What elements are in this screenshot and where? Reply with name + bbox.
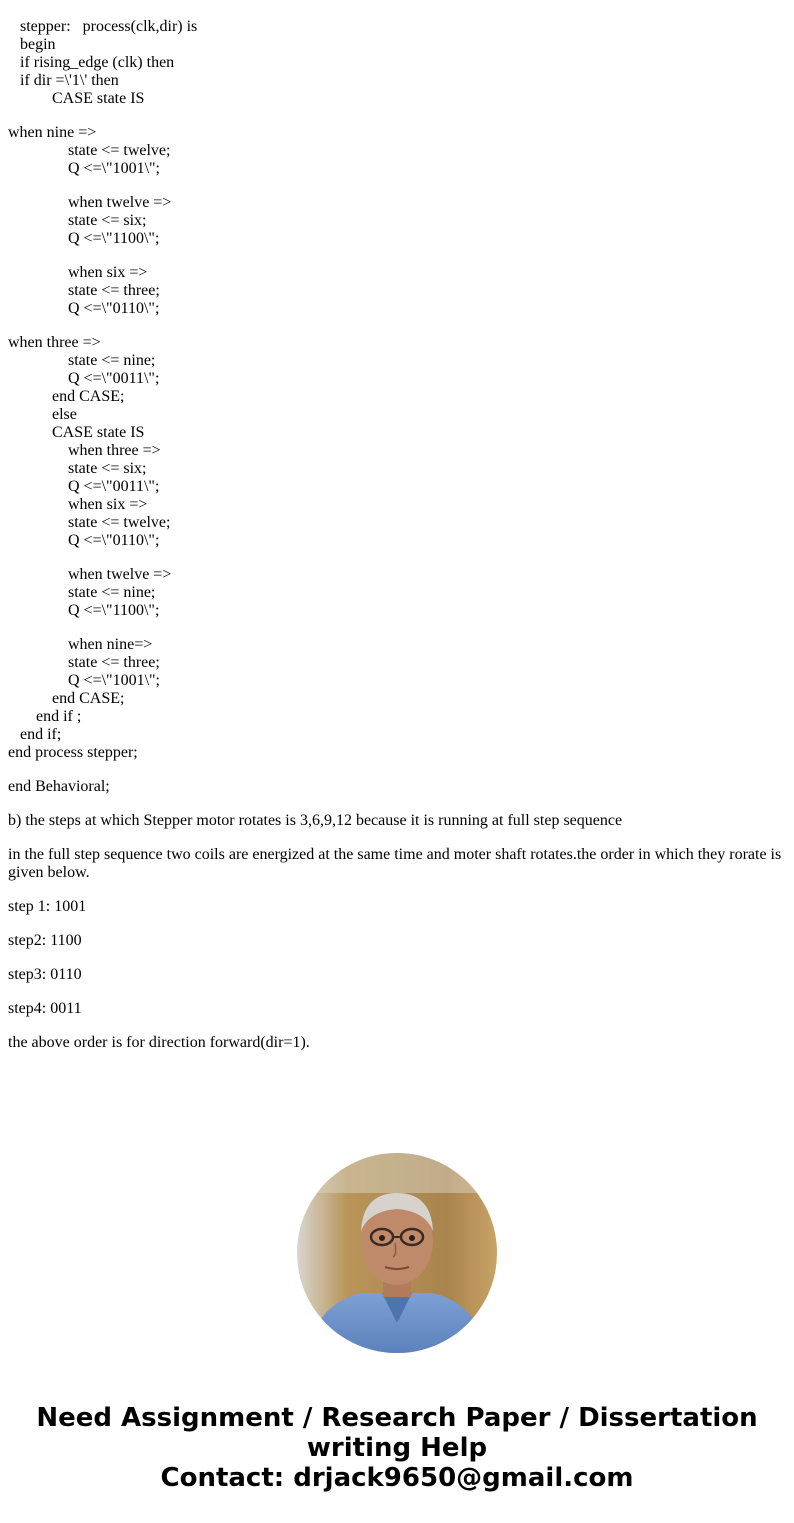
code-line: state <= twelve; (68, 142, 171, 159)
code-line: Q <=\"0110\"; (68, 532, 160, 549)
code-line: Q <=\"0011\"; (68, 370, 160, 387)
code-line: when twelve => (68, 566, 172, 583)
promo-banner (0, 1403, 794, 1493)
closing-note: the above order is for direction forward(dir=1). (8, 1034, 310, 1051)
code-line: stepper: process(clk,dir) is (20, 18, 198, 35)
code-line: else (52, 406, 77, 423)
code-line: Q <=\"1100\"; (68, 230, 160, 247)
code-line: when nine=> (68, 636, 153, 653)
code-line: state <= six; (68, 212, 147, 229)
promo-line: Need Assignment / Research Paper / Dissertation (36, 1403, 758, 1433)
code-line: end if ; (36, 708, 82, 725)
code-line: Q <=\"0011\"; (68, 478, 160, 495)
author-avatar (297, 1153, 497, 1353)
code-line: state <= twelve; (68, 514, 171, 531)
code-line: when three => (68, 442, 161, 459)
code-line: if rising_edge (clk) then (20, 54, 175, 71)
code-line: when six => (68, 496, 148, 513)
code-line: Q <=\"1001\"; (68, 160, 160, 177)
code-line: end process stepper; (8, 744, 138, 761)
step-item: step2: 1100 (8, 932, 82, 949)
answer-document (8, 0, 788, 1052)
code-line: Q <=\"1001\"; (68, 672, 160, 689)
code-line: state <= six; (68, 460, 147, 477)
vhdl-code-block (8, 18, 788, 762)
explanation-paragraph: in the full step sequence two coils are energized at the same time and moter shaft rotates.the order in which they rorate is given below. (8, 846, 782, 881)
promo-contact: Contact: drjack9650@gmail.com (160, 1463, 634, 1493)
code-line: end CASE; (52, 690, 125, 707)
code-line: when nine => (8, 124, 97, 141)
code-line: end CASE; (52, 388, 125, 405)
code-line: Q <=\"1100\"; (68, 602, 160, 619)
code-line: begin (20, 36, 56, 53)
code-line: when six => (68, 264, 148, 281)
portrait-photo (297, 1153, 497, 1353)
end-behavioral-line: end Behavioral; (8, 778, 110, 795)
code-line: state <= nine; (68, 584, 156, 601)
code-line: CASE state IS (52, 424, 145, 441)
clipped-top-line (8, 0, 788, 10)
promo-line: writing Help (306, 1433, 488, 1463)
code-line: when twelve => (68, 194, 172, 211)
code-line: when three => (8, 334, 101, 351)
step-item: step3: 0110 (8, 966, 82, 983)
code-line: Q <=\"0110\"; (68, 300, 160, 317)
code-line: state <= three; (68, 654, 160, 671)
step-item: step 1: 1001 (8, 898, 87, 915)
code-line: if dir =\'1\' then (20, 72, 119, 89)
code-line: end if; (20, 726, 62, 743)
code-line: CASE state IS (52, 90, 145, 107)
code-line: state <= nine; (68, 352, 156, 369)
code-line: state <= three; (68, 282, 160, 299)
part-b-answer: b) the steps at which Stepper motor rotates is 3,6,9,12 because it is running at full step sequence (8, 812, 623, 829)
step-item: step4: 0011 (8, 1000, 82, 1017)
